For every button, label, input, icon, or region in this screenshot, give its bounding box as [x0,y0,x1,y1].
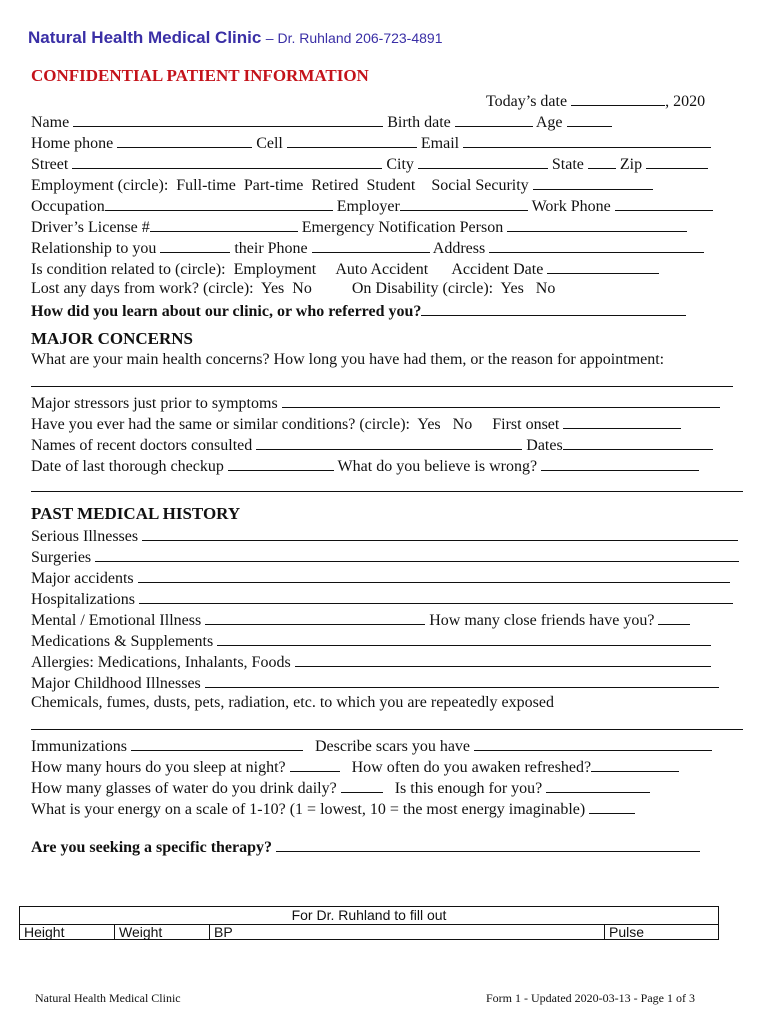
enough-label: Is this enough for you? [394,780,543,797]
on-disability-options[interactable]: On Disability (circle): Yes No [351,280,556,297]
state-field[interactable] [588,153,616,169]
dates-field[interactable] [563,434,713,450]
social-security-field[interactable] [533,174,653,190]
specific-therapy-field[interactable] [276,836,700,852]
birth-date-field[interactable] [455,111,533,127]
hospitalizations-label: Hospitalizations [31,591,135,608]
drivers-license-field[interactable] [150,216,298,232]
employment-row [31,174,653,194]
energy-row [31,798,635,818]
same-conditions-options[interactable]: Have you ever had the same or similar conditions? (circle): Yes No [31,416,473,433]
section-major-concerns: MAJOR CONCERNS [31,329,193,348]
home-phone-field[interactable] [117,132,252,148]
doctor-table-title: For Dr. Ruhland to fill out [20,907,718,925]
doctor-contact: – Dr. Ruhland 206-723-4891 [265,30,443,46]
mental-illness-field[interactable] [205,609,425,625]
mental-illness-label: Mental / Emotional Illness [31,612,202,629]
water-glasses-label: How many glasses of water do you drink daily? [31,780,337,797]
lost-days-row [31,279,555,299]
accident-date-label: Accident Date [451,261,544,278]
serious-illnesses-label: Serious Illnesses [31,528,139,545]
chemicals-row [31,714,743,734]
home-phone-label: Home phone [31,135,114,152]
weight-label: Weight [119,924,163,940]
last-checkup-field[interactable] [228,455,334,471]
believe-wrong-label: What do you believe is wrong? [337,458,538,475]
employer-label: Employer [336,198,400,215]
childhood-illnesses-label: Major Childhood Illnesses [31,675,201,692]
energy-label: What is your energy on a scale of 1-10? (1 = lowest, 10 = the most energy imaginable) [31,801,586,818]
height-cell[interactable] [20,924,114,939]
believe-wrong-extra-row [31,476,743,496]
lost-days-options[interactable]: Lost any days from work? (circle): Yes No [31,280,312,297]
accident-date-field[interactable] [547,258,659,274]
occupation-row [31,195,713,215]
occupation-label: Occupation [31,198,105,215]
weight-cell[interactable] [115,924,207,939]
main-concerns-row [31,371,733,391]
sleep-hours-field[interactable] [290,756,340,772]
chemicals-field[interactable] [31,714,743,730]
water-row [31,777,650,797]
work-phone-field[interactable] [615,195,713,211]
water-glasses-field[interactable] [341,777,383,793]
todays-date-row [486,90,705,110]
first-onset-field[interactable] [563,413,681,429]
street-label: Street [31,156,69,173]
childhood-illnesses-field[interactable] [205,672,719,688]
medications-field[interactable] [217,630,711,646]
serious-illnesses-row [31,525,738,545]
relationship-field[interactable] [160,237,230,253]
surgeries-label: Surgeries [31,549,92,566]
section-confidential: CONFIDENTIAL PATIENT INFORMATION [31,66,369,85]
todays-date-label: Today’s date [486,93,568,110]
enough-field[interactable] [546,777,650,793]
zip-label: Zip [619,156,643,173]
cell-field[interactable] [287,132,417,148]
energy-field[interactable] [589,798,635,814]
doctors-row [31,434,713,454]
work-phone-label: Work Phone [531,198,611,215]
believe-wrong-field[interactable] [541,455,699,471]
cell-label: Cell [256,135,283,152]
awaken-refreshed-field[interactable] [591,756,679,772]
stressors-row [31,392,720,412]
scars-field[interactable] [474,735,712,751]
allergies-row [31,651,711,671]
city-label: City [386,156,414,173]
mental-illness-row [31,609,690,629]
height-label: Height [24,924,65,940]
specific-therapy-label: Are you seeking a specific therapy? [31,839,273,856]
birth-date-label: Birth date [387,114,451,131]
condition-related-options[interactable]: Is condition related to (circle): Employment Auto Accident [31,261,429,278]
drivers-license-label: Driver’s License # [31,219,150,236]
social-security-label: Social Security [431,177,529,194]
bp-cell[interactable] [210,924,602,939]
dates-label: Dates [526,437,563,454]
allergies-label: Allergies: Medications, Inhalants, Foods [31,654,291,671]
footer-page-info: Form 1 - Updated 2020-03-13 - Page 1 of 3 [486,991,695,1005]
learn-about-label: How did you learn about our clinic, or who referred you? [31,303,422,320]
age-field[interactable] [567,111,612,127]
city-field[interactable] [418,153,548,169]
hospitalizations-field[interactable] [139,588,733,604]
age-label: Age [535,114,563,131]
recent-doctors-field[interactable] [256,434,522,450]
learn-about-field[interactable] [421,300,686,316]
childhood-illnesses-row [31,672,719,692]
email-field[interactable] [463,132,711,148]
address-field[interactable] [489,237,704,253]
sleep-hours-label: How many hours do you sleep at night? [31,759,286,776]
main-concerns-label: What are your main health concerns? How long you have had them, or the reason for appointment: [31,351,665,368]
emergency-person-label: Emergency Notification Person [301,219,504,236]
relationship-label: Relationship to you [31,240,157,257]
footer-clinic-name: Natural Health Medical Clinic [35,991,181,1005]
doctor-fill-table [19,906,719,940]
surgeries-row [31,546,739,566]
hospitalizations-row [31,588,733,608]
pulse-cell[interactable] [605,924,717,939]
address-label: Address [432,240,486,257]
section-past-medical-history: PAST MEDICAL HISTORY [31,504,241,523]
pulse-label: Pulse [609,924,645,940]
same-conditions-row [31,413,681,433]
name-row [31,111,612,131]
specific-therapy-row [31,836,700,856]
year-label: , 2020 [665,93,706,110]
clinic-name: Natural Health Medical Clinic [28,28,262,47]
awaken-refreshed-label: How often do you awaken refreshed? [351,759,592,776]
close-friends-label: How many close friends have you? [429,612,655,629]
license-row [31,216,687,236]
first-onset-label: First onset [492,416,560,433]
immunizations-row [31,735,712,755]
learn-about-row [31,300,686,320]
their-phone-field[interactable] [312,237,430,253]
main-concerns-field[interactable] [31,371,733,387]
their-phone-label: their Phone [234,240,308,257]
todays-date-field[interactable] [571,90,665,106]
major-accidents-label: Major accidents [31,570,134,587]
phone-row [31,132,711,152]
sleep-row [31,756,679,776]
zip-field[interactable] [646,153,708,169]
street-field[interactable] [72,153,382,169]
checkup-row [31,455,699,475]
street-row [31,153,708,173]
close-friends-field[interactable] [658,609,690,625]
employer-field[interactable] [400,195,528,211]
scars-label: Describe scars you have [314,738,471,755]
name-label: Name [31,114,70,131]
believe-wrong-extra-field[interactable] [31,476,743,492]
immunizations-field[interactable] [131,735,303,751]
emergency-person-field[interactable] [507,216,687,232]
occupation-field[interactable] [105,195,333,211]
major-accidents-row [31,567,730,587]
major-stressors-label: Major stressors just prior to symptoms [31,395,278,412]
chemicals-label: Chemicals, fumes, dusts, pets, radiation, etc. to which you are repeatedly exposed [31,694,554,711]
recent-doctors-label: Names of recent doctors consulted [31,437,253,454]
surgeries-field[interactable] [95,546,739,562]
email-label: Email [420,135,460,152]
name-field[interactable] [73,111,383,127]
medications-label: Medications & Supplements [31,633,214,650]
allergies-field[interactable] [295,651,711,667]
bp-label: BP [214,924,233,940]
condition-row [31,258,659,278]
serious-illnesses-field[interactable] [142,525,738,541]
relationship-row [31,237,704,257]
last-checkup-label: Date of last thorough checkup [31,458,224,475]
employment-options[interactable]: Employment (circle): Full-time Part-time Retired Student [31,177,416,194]
major-accidents-field[interactable] [138,567,730,583]
immunizations-label: Immunizations [31,738,127,755]
page-header [28,28,442,48]
state-label: State [551,156,584,173]
medications-row [31,630,711,650]
major-stressors-field[interactable] [282,392,720,408]
